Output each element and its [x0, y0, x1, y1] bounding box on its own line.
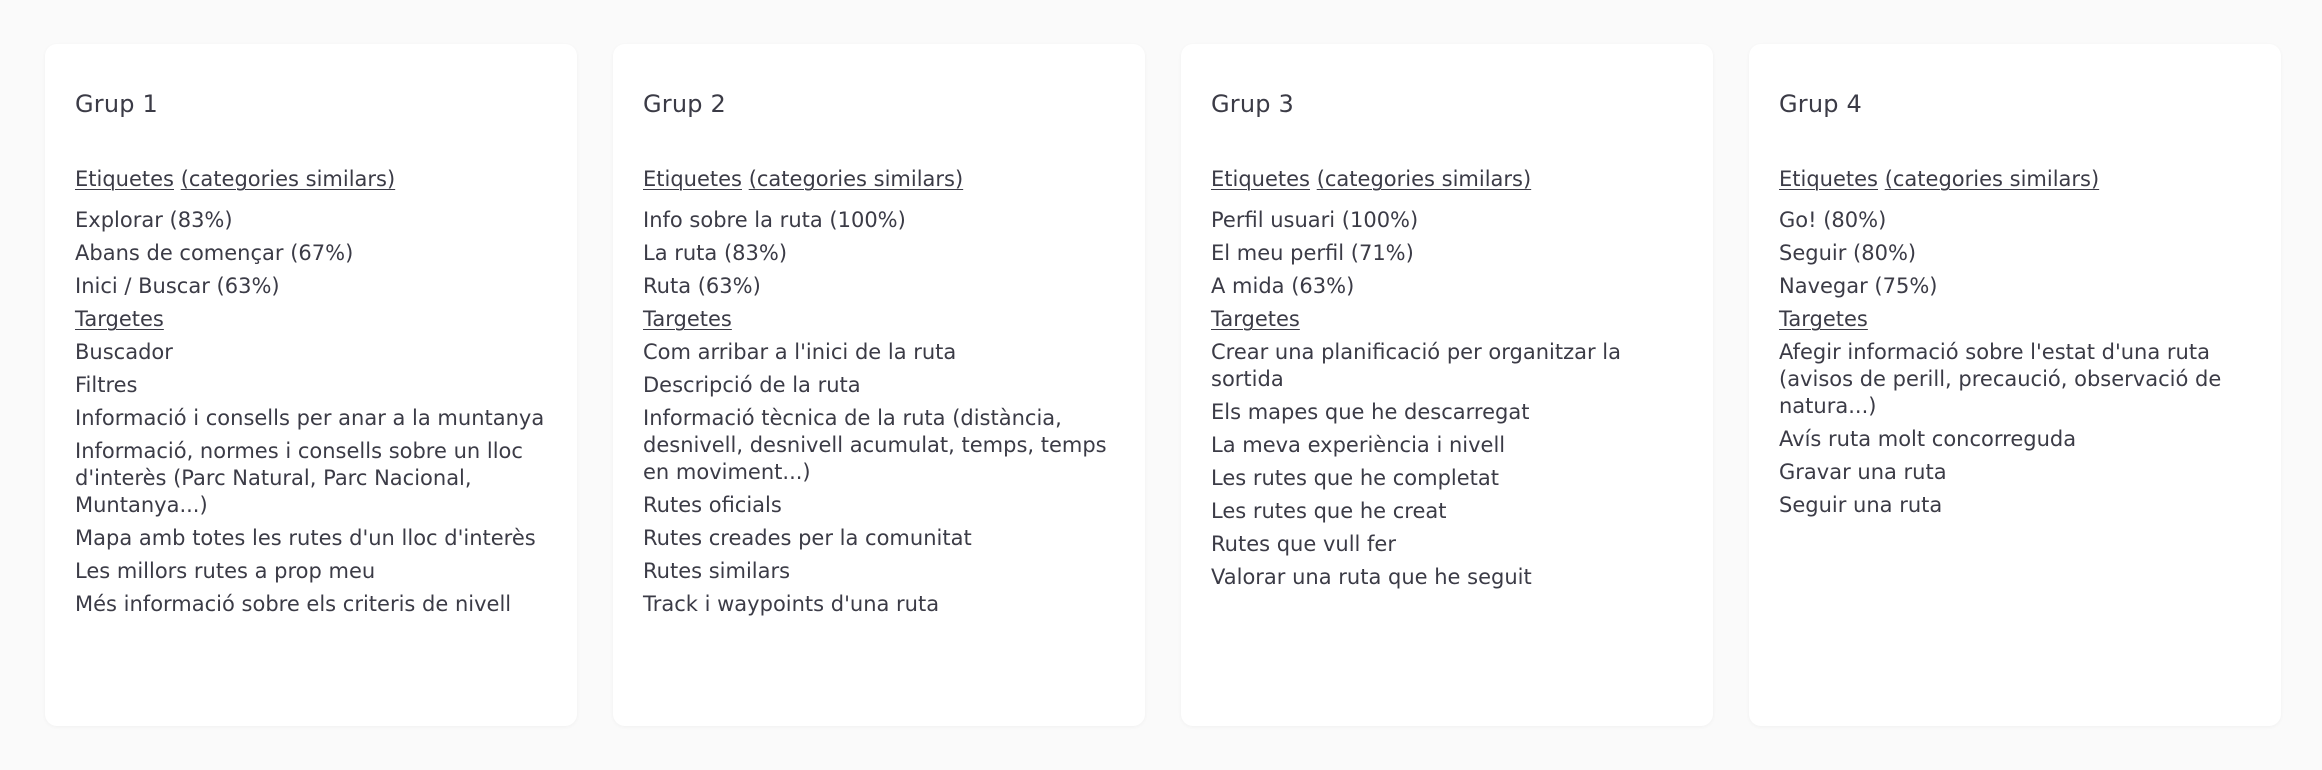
targets-list: [643, 339, 1115, 618]
target-item: Més informació sobre els criteris de nivell: [75, 592, 512, 616]
target-item: Filtres: [75, 373, 138, 397]
labels-heading-note: (categories similars): [748, 167, 964, 191]
target-item: Crear una planificació per organitzar la sortida: [1211, 340, 1621, 391]
tag-list: [1211, 207, 1683, 300]
tag-item: El meu perfil (71%): [1211, 241, 1414, 265]
target-item: Afegir informació sobre l'estat d'una ruta (avisos de perill, precaució, observació de natura...): [1779, 340, 2222, 418]
group-title: Grup 1: [75, 90, 159, 118]
tag-item: La ruta (83%): [643, 241, 788, 265]
labels-heading-title: Etiquetes: [75, 167, 174, 191]
tag-item: Inici / Buscar (63%): [75, 274, 280, 298]
labels-heading: [643, 165, 1115, 193]
tag-item: Seguir (80%): [1779, 241, 1917, 265]
target-item: La meva experiència i nivell: [1211, 433, 1506, 457]
target-item: Seguir una ruta: [1779, 493, 1943, 517]
labels-heading-note: (categories similars): [1884, 167, 2100, 191]
labels-heading: [1211, 165, 1683, 193]
target-item: Rutes similars: [643, 559, 791, 583]
target-item: Mapa amb totes les rutes d'un lloc d'interès: [75, 526, 536, 550]
targets-heading: Targetes: [1211, 307, 1300, 331]
target-item: Avís ruta molt concorreguda: [1779, 427, 2077, 451]
tag-item: Abans de començar (67%): [75, 241, 354, 265]
target-item: Gravar una ruta: [1779, 460, 1947, 484]
group-card-4: [1749, 44, 2281, 726]
targets-list: [1779, 339, 2251, 519]
group-card-2: [613, 44, 1145, 726]
group-card-1: [45, 44, 577, 726]
tag-item: A mida (63%): [1211, 274, 1355, 298]
tag-item: Ruta (63%): [643, 274, 761, 298]
targets-heading: Targetes: [643, 307, 732, 331]
target-item: Rutes oficials: [643, 493, 782, 517]
labels-heading-title: Etiquetes: [1779, 167, 1878, 191]
tag-item: Go! (80%): [1779, 208, 1887, 232]
target-item: Informació i consells per anar a la muntanya: [75, 406, 545, 430]
target-item: Track i waypoints d'una ruta: [643, 592, 940, 616]
target-item: Els mapes que he descarregat: [1211, 400, 1530, 424]
group-card-3: [1181, 44, 1713, 726]
group-title: Grup 2: [643, 90, 727, 118]
target-item: Informació tècnica de la ruta (distància, desnivell, desnivell acumulat, temps, temps en moviment...): [643, 406, 1107, 484]
labels-heading-note: (categories similars): [1316, 167, 1532, 191]
tag-list: [1779, 207, 2251, 300]
tag-item: Navegar (75%): [1779, 274, 1938, 298]
tag-list: [643, 207, 1115, 300]
tag-item: Explorar (83%): [75, 208, 233, 232]
labels-heading-title: Etiquetes: [643, 167, 742, 191]
targets-heading: Targetes: [1779, 307, 1868, 331]
targets-list: [75, 339, 547, 618]
tag-item: Perfil usuari (100%): [1211, 208, 1419, 232]
target-item: Informació, normes i consells sobre un lloc d'interès (Parc Natural, Parc Nacional, Muntanya...): [75, 439, 523, 517]
target-item: Les rutes que he creat: [1211, 499, 1447, 523]
labels-heading: [1779, 165, 2251, 193]
target-item: Descripció de la ruta: [643, 373, 861, 397]
target-item: Rutes creades per la comunitat: [643, 526, 972, 550]
labels-heading-note: (categories similars): [180, 167, 396, 191]
group-title: Grup 4: [1779, 90, 1863, 118]
targets-heading: Targetes: [75, 307, 164, 331]
labels-heading: [75, 165, 547, 193]
targets-list: [1211, 339, 1683, 591]
tag-item: Info sobre la ruta (100%): [643, 208, 906, 232]
target-item: Les millors rutes a prop meu: [75, 559, 376, 583]
target-item: Rutes que vull fer: [1211, 532, 1396, 556]
target-item: Valorar una ruta que he seguit: [1211, 565, 1532, 589]
target-item: Les rutes que he completat: [1211, 466, 1499, 490]
target-item: Com arribar a l'inici de la ruta: [643, 340, 957, 364]
tag-list: [75, 207, 547, 300]
group-title: Grup 3: [1211, 90, 1295, 118]
target-item: Buscador: [75, 340, 173, 364]
labels-heading-title: Etiquetes: [1211, 167, 1310, 191]
